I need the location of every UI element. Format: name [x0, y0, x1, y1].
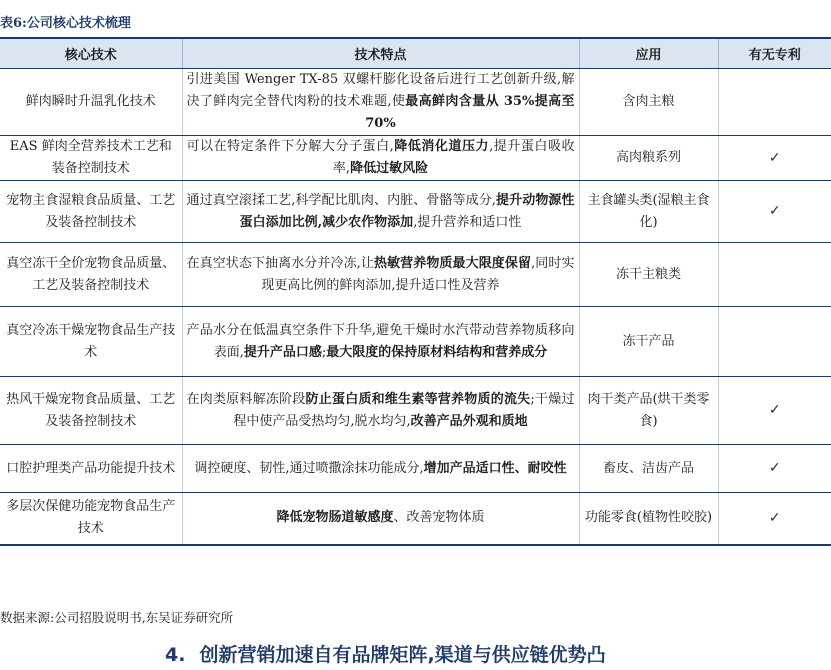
cell-features — [182, 307, 579, 377]
table-body — [0, 69, 831, 545]
feature-text: 、改善宠物体质 — [393, 510, 485, 526]
next-section-heading — [165, 640, 606, 670]
check-icon: ✓ — [768, 402, 781, 418]
check-icon: ✓ — [768, 460, 781, 476]
cell-patent — [718, 136, 831, 181]
cell-features — [182, 69, 579, 136]
cell-core-tech: 多层次保健功能宠物食品生产技术 — [0, 493, 182, 545]
feature-highlight: 防止蛋白质和维生素等营养物质的流失 — [305, 391, 531, 407]
section-title: 创新营销加速自有品牌矩阵,渠道与供应链优势凸 — [199, 644, 606, 666]
check-icon: ✓ — [768, 203, 781, 219]
feature-highlight: 改善产品外观和质地 — [410, 413, 528, 429]
section-number: 4. — [165, 644, 186, 666]
cell-features — [182, 445, 579, 493]
feature-highlight: 最高鲜肉含量从 35%提高至 70% — [365, 94, 575, 131]
feature-text: 调控硬度、韧性,通过喷撒涂抹功能成分, — [194, 460, 424, 476]
feature-highlight: 降低消化道压力 — [393, 139, 490, 154]
cell-application: 冻干主粮类 — [579, 243, 718, 307]
cell-core-tech: 口腔护理类产品功能提升技术 — [0, 445, 182, 493]
cell-features — [182, 136, 579, 181]
header-features: 技术特点 — [182, 38, 579, 69]
cell-features — [182, 377, 579, 445]
feature-text: 在肉类原料解冻阶段 — [186, 391, 306, 407]
cell-core-tech: 热风干燥宠物食品质量、工艺及装备控制技术 — [0, 377, 182, 445]
table-caption: 表6:公司核心技术梳理 — [0, 16, 131, 31]
feature-text: 在真空状态下抽离水分并冷冻,让 — [186, 255, 374, 271]
feature-highlight: 增加产品适口性、耐咬性 — [423, 460, 567, 476]
table-row — [0, 307, 831, 377]
cell-core-tech: 宠物主食湿粮食品质量、工艺及装备控制技术 — [0, 181, 182, 243]
cell-core-tech: 真空冻干全价宠物食品质量、工艺及装备控制技术 — [0, 243, 182, 307]
cell-patent — [718, 181, 831, 243]
cell-features — [182, 493, 579, 545]
table-header-row — [0, 38, 831, 69]
cell-core-tech: 真空冷冻干燥宠物食品生产技术 — [0, 307, 182, 377]
feature-highlight: 提升动物源性蛋白添加比例,减少农作物添加 — [239, 192, 575, 230]
cell-features — [182, 243, 579, 307]
header-application: 应用 — [579, 38, 718, 69]
feature-highlight: 最大限度的保持原材料结构和营养成分 — [326, 344, 548, 360]
feature-text: ;干燥过程中使产品受热均匀,脱水均匀, — [233, 391, 575, 429]
header-patent: 有无专利 — [718, 38, 831, 69]
feature-text: 可以在特定条件下分解大分子蛋白, — [186, 139, 394, 154]
data-source-note: 数据来源:公司招股说明书,东吴证券研究所 — [0, 610, 234, 625]
cell-patent — [718, 243, 831, 307]
cell-patent — [718, 493, 831, 545]
table-row — [0, 243, 831, 307]
feature-text: 通过真空滚揉工艺,科学配比肌肉、内脏、骨骼等成分, — [186, 192, 496, 208]
feature-highlight: 降低过敏风险 — [350, 161, 429, 176]
core-tech-table — [0, 37, 831, 546]
feature-text: 引进美国 Wenger TX-85 双螺杆膨化设备后进行工艺创新升级,解决了鲜肉完全替代肉粉的技术难题,使 — [186, 72, 575, 109]
feature-highlight: 降低宠物肠道敏感度 — [276, 510, 394, 526]
cell-core-tech: EAS 鲜肉全营养技术工艺和装备控制技术 — [0, 136, 182, 181]
cell-application: 冻干产品 — [579, 307, 718, 377]
cell-patent — [718, 69, 831, 136]
header-core-tech: 核心技术 — [0, 38, 182, 69]
cell-patent — [718, 377, 831, 445]
table-row — [0, 377, 831, 445]
cell-patent — [718, 445, 831, 493]
cell-application: 主食罐头类(湿粮主食化) — [579, 181, 718, 243]
table-row — [0, 181, 831, 243]
feature-text: ; — [321, 344, 327, 360]
feature-text: ,同时实现更高比例的鲜肉添加,提升适口性及营养 — [261, 255, 575, 293]
cell-core-tech: 鲜肉瞬时升温乳化技术 — [0, 69, 182, 136]
cell-application: 含肉主粮 — [579, 69, 718, 136]
cell-application: 高肉粮系列 — [579, 136, 718, 181]
check-icon: ✓ — [768, 149, 781, 166]
cell-patent — [718, 307, 831, 377]
cell-application: 肉干类产品(烘干类零食) — [579, 377, 718, 445]
table-row — [0, 136, 831, 181]
cell-application: 畜皮、洁齿产品 — [579, 445, 718, 493]
cell-features — [182, 181, 579, 243]
table-row — [0, 445, 831, 493]
feature-text: 产品水分在低温真空条件下升华,避免干燥时水汽带动营养物质移向表面, — [186, 322, 575, 360]
table-row — [0, 493, 831, 545]
feature-text: ,提升蛋白吸收率, — [332, 139, 575, 176]
table-row — [0, 69, 831, 136]
cell-application: 功能零食(植物性咬胶) — [579, 493, 718, 545]
check-icon: ✓ — [768, 509, 781, 526]
feature-text: ,提升营养和适口性 — [413, 214, 522, 230]
feature-highlight: 提升产品口感 — [243, 344, 322, 360]
feature-highlight: 热敏营养物质最大限度保留 — [373, 255, 532, 271]
